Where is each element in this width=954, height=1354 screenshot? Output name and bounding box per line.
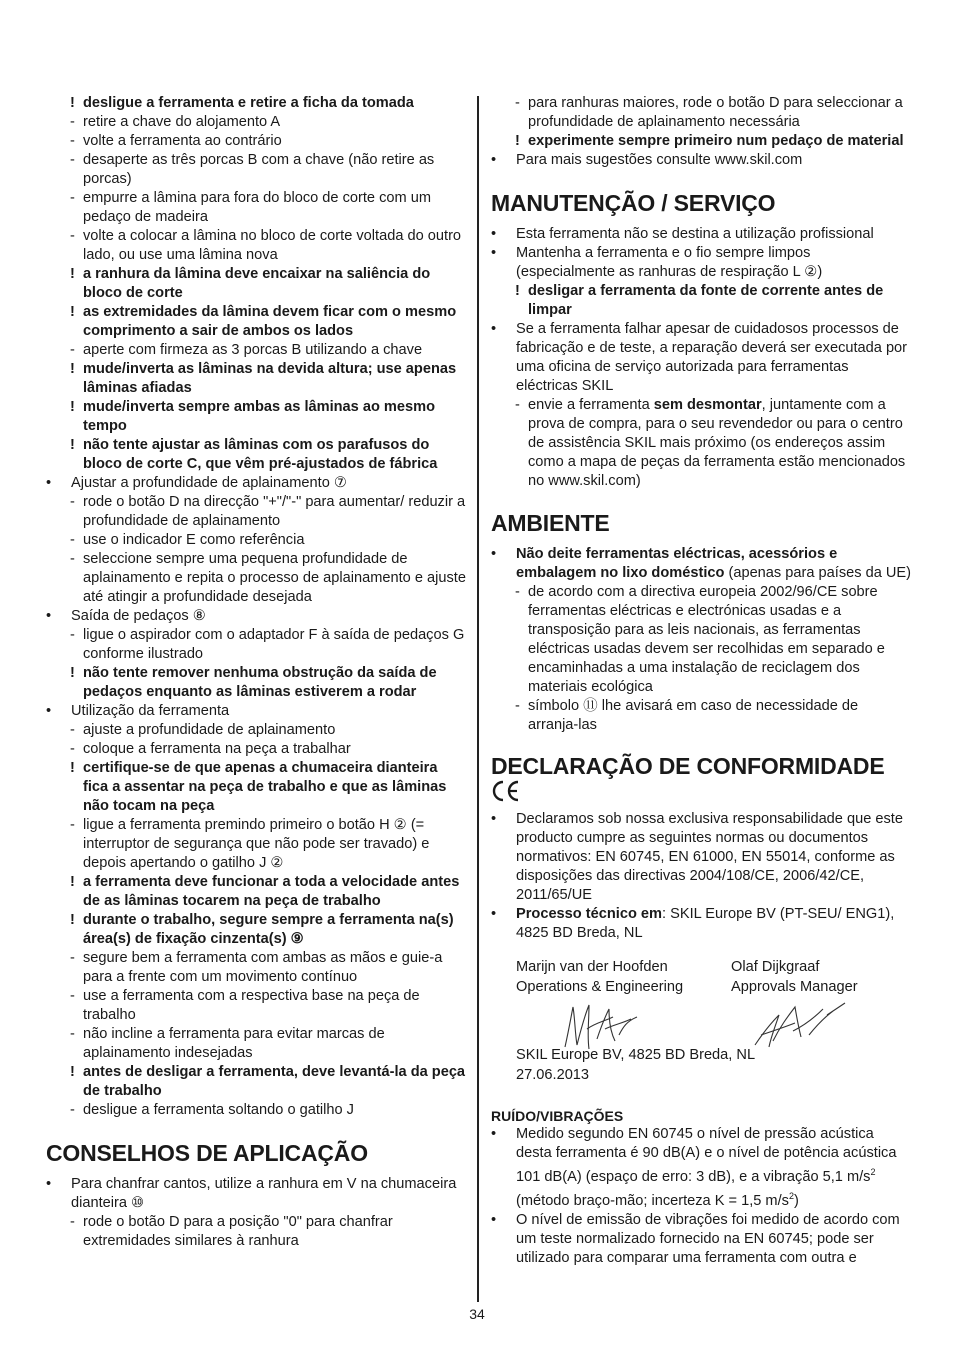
list-item: - use a ferramenta com a respectiva base na peça de trabalho bbox=[70, 988, 420, 1023]
list-item: • Processo técnico em: SKIL Europe BV (PT-SEU/ ENG1), 4825 BD Breda, NL bbox=[491, 906, 895, 941]
list-item: ! desligue a ferramenta e retire a ficha da tomada bbox=[70, 95, 414, 111]
list-item: ! durante o trabalho, segure sempre a ferramenta na(s) área(s) de fixação cinzenta(s) ⑨ bbox=[70, 912, 454, 947]
left-column bbox=[46, 94, 466, 1251]
list-item: ! antes de desligar a ferramenta, deve levantá-la da peça de trabalho bbox=[70, 1064, 466, 1099]
declaration-date: 27.06.2013 bbox=[516, 1067, 590, 1083]
list-item: - segure bem a ferramenta com ambas as mãos e guie-a para a frente com um movimento contínuo bbox=[70, 950, 443, 985]
list-item: ! a ranhura da lâmina deve encaixar na saliência do bloco de corte bbox=[70, 266, 431, 301]
list-item: • Mantenha a ferramenta e o fio sempre limpos (especialmente as ranhuras de respiração L ②) bbox=[491, 245, 823, 280]
list-item: - seleccione sempre uma pequena profundidade de aplainamento e repita o processo de aplainamento e ajuste até atingir a profundidade desejada bbox=[70, 551, 466, 605]
column-divider bbox=[477, 96, 479, 1302]
signature-block bbox=[491, 957, 911, 1107]
list-item: - para ranhuras maiores, rode o botão D para seleccionar a profundidade de aplainamento necessária bbox=[515, 95, 903, 130]
list-item: • Não deite ferramentas eléctricas, acessórios e embalagem no lixo doméstico (apenas para países da UE) bbox=[491, 546, 912, 581]
list-item: - retire a chave do alojamento A bbox=[70, 114, 281, 130]
conselhos-list bbox=[46, 1175, 466, 1251]
list-item: ! experimente sempre primeiro num pedaço de material bbox=[515, 133, 904, 149]
list-item: - use o indicador E como referência bbox=[70, 532, 305, 548]
signatory-2: Olaf Dijkgraaf Approvals Manager bbox=[731, 959, 858, 995]
list-item: ! mude/inverta sempre ambas as lâminas ao mesmo tempo bbox=[70, 399, 436, 434]
list-item: - de acordo com a directiva europeia 2002/96/CE sobre ferramentas eléctricas e electrónicas usadas e a transposição para as leis nacionais, as ferramentas eléctricas usadas devem ser recolhidas em separado e encaminhadas a uma instalação de reciclagem dos materiais ecológica bbox=[515, 584, 885, 695]
list-item: - rode o botão D para a posição "0" para chanfrar extremidades similares à ranhura bbox=[70, 1214, 393, 1249]
list-item: - envie a ferramenta sem desmontar, juntamente com a prova de compra, para o seu revendedor ou para o centro de assistência SKIL mais próximo (os endereços assim como a mapa de peças da ferramenta estão mencionados no www.skil.com) bbox=[515, 397, 906, 489]
ruido-heading: RUÍDO/VIBRAÇÕES bbox=[491, 1108, 624, 1124]
list-item: - ligue o aspirador com o adaptador F à saída de pedaços G conforme ilustrado bbox=[70, 627, 465, 662]
list-item: - ligue a ferramenta premindo primeiro o botão H ② (= interruptor de segurança que não pode ser travado) e depois apertando o gatilho J ② bbox=[70, 817, 430, 871]
list-item: • Para chanfrar cantos, utilize a ranhura em V na chumaceira dianteira ⑩ bbox=[46, 1176, 457, 1211]
list-item: - volte a colocar a lâmina no bloco de corte voltada do outro lado, ou use uma lâmina nova bbox=[70, 228, 462, 263]
list-item: - rode o botão D na direcção "+"/"-" para aumentar/ reduzir a profundidade de aplainamento bbox=[70, 494, 466, 529]
ce-mark-icon bbox=[491, 780, 521, 802]
list-item: • Esta ferramenta não se destina a utilização profissional bbox=[491, 226, 874, 242]
ambiente-heading: AMBIENTE bbox=[491, 510, 610, 536]
manutencao-list bbox=[491, 225, 911, 396]
conselhos-heading: CONSELHOS DE APLICAÇÃO bbox=[46, 1140, 368, 1166]
list-item: - aperte com firmeza as 3 porcas B utilizando a chave bbox=[70, 342, 423, 358]
left-instruction-list bbox=[46, 94, 466, 1120]
declaracao-heading: DECLARAÇÃO DE CONFORMIDADE bbox=[491, 753, 885, 779]
list-item: • Medido segundo EN 60745 o nível de pressão acústica desta ferramenta é 90 dB(A) e o nível de potência acústica 101 dB(A) (espaço de erro: 3 dB), e a vibração 5,1 $m/s^2$ (método braço-mão; incerteza K = 1,5 $m/s^2$) bbox=[491, 1126, 897, 1209]
list-item: • Utilização da ferramenta bbox=[46, 703, 230, 719]
signature-2-image bbox=[749, 995, 849, 1055]
ambiente-list bbox=[491, 583, 911, 735]
list-item: • Ajustar a profundidade de aplainamento ⑦ bbox=[46, 475, 347, 491]
list-item: - coloque a ferramenta na peça a trabalhar bbox=[70, 741, 351, 757]
list-item: - ajuste a profundidade de aplainamento bbox=[70, 722, 336, 738]
list-item: • Se a ferramenta falhar apesar de cuidadosos processos de fabricação e de teste, a reparação deverá ser executada por uma oficina de serviço autorizada para ferramentas eléctricas SKIL bbox=[491, 321, 908, 394]
list-item: ! as extremidades da lâmina devem ficar com o mesmo comprimento a sair de ambos os lados bbox=[70, 304, 457, 339]
list-item: ! desligar a ferramenta da fonte de corrente antes de limpar bbox=[515, 283, 884, 318]
page-number: 34 bbox=[469, 1306, 485, 1322]
list-item: ! não tente ajustar as lâminas com os parafusos do bloco de corte C, que vêm pré-ajustados de fábrica bbox=[70, 437, 438, 472]
list-item: ! mude/inverta as lâminas na devida altura; use apenas lâminas afiadas bbox=[70, 361, 457, 396]
right-top-list bbox=[491, 94, 911, 170]
list-item: - volte a ferramenta ao contrário bbox=[70, 133, 282, 149]
list-item: ! certifique-se de que apenas a chumaceira dianteira fica a assentar na peça de trabalho e que as lâminas não tocam na peça bbox=[70, 760, 447, 814]
company-address: SKIL Europe BV, 4825 BD Breda, NL bbox=[516, 1047, 756, 1063]
list-item: • Saída de pedaços ⑧ bbox=[46, 608, 206, 624]
list-item: - desaperte as três porcas B com a chave (não retire as porcas) bbox=[70, 152, 435, 187]
list-item: - empurre a lâmina para fora do bloco de corte com um pedaço de madeira bbox=[70, 190, 431, 225]
list-item: • Declaramos sob nossa exclusiva responsabilidade que este producto cumpre as seguintes normas ou documentos normativos: EN 60745, EN 61000, EN 55014, conforme as disposições das directivas 2004/108/CE, 2006/42/CE, 2011/65/UE bbox=[491, 811, 903, 903]
ce-mark bbox=[491, 780, 911, 806]
list-item: ! a ferramenta deve funcionar a toda a velocidade antes de as lâminas tocarem na peça de trabalho bbox=[70, 874, 460, 909]
list-item: - desligue a ferramenta soltando o gatilho J bbox=[70, 1102, 354, 1118]
signatory-1: Marijn van der Hoofden Operations & Engineering bbox=[516, 959, 684, 995]
list-item: - não incline a ferramenta para evitar marcas de aplainamento indesejadas bbox=[70, 1026, 385, 1061]
list-item: • O nível de emissão de vibrações foi medido de acordo com um teste normalizado fornecido na EN 60745; pode ser utilizado para comparar uma ferramenta com outra e bbox=[491, 1211, 900, 1266]
list-item: - símbolo ⑪ lhe avisará em caso de necessidade de arranja-las bbox=[515, 698, 859, 733]
manutencao-heading: MANUTENÇÃO / SERVIÇO bbox=[491, 190, 776, 216]
list-item: ! não tente remover nenhuma obstrução da saída de pedaços enquanto as lâminas estiverem a rodar bbox=[70, 665, 437, 700]
list-item: • Para mais sugestões consulte www.skil.com bbox=[491, 152, 803, 168]
right-column bbox=[491, 94, 911, 1268]
